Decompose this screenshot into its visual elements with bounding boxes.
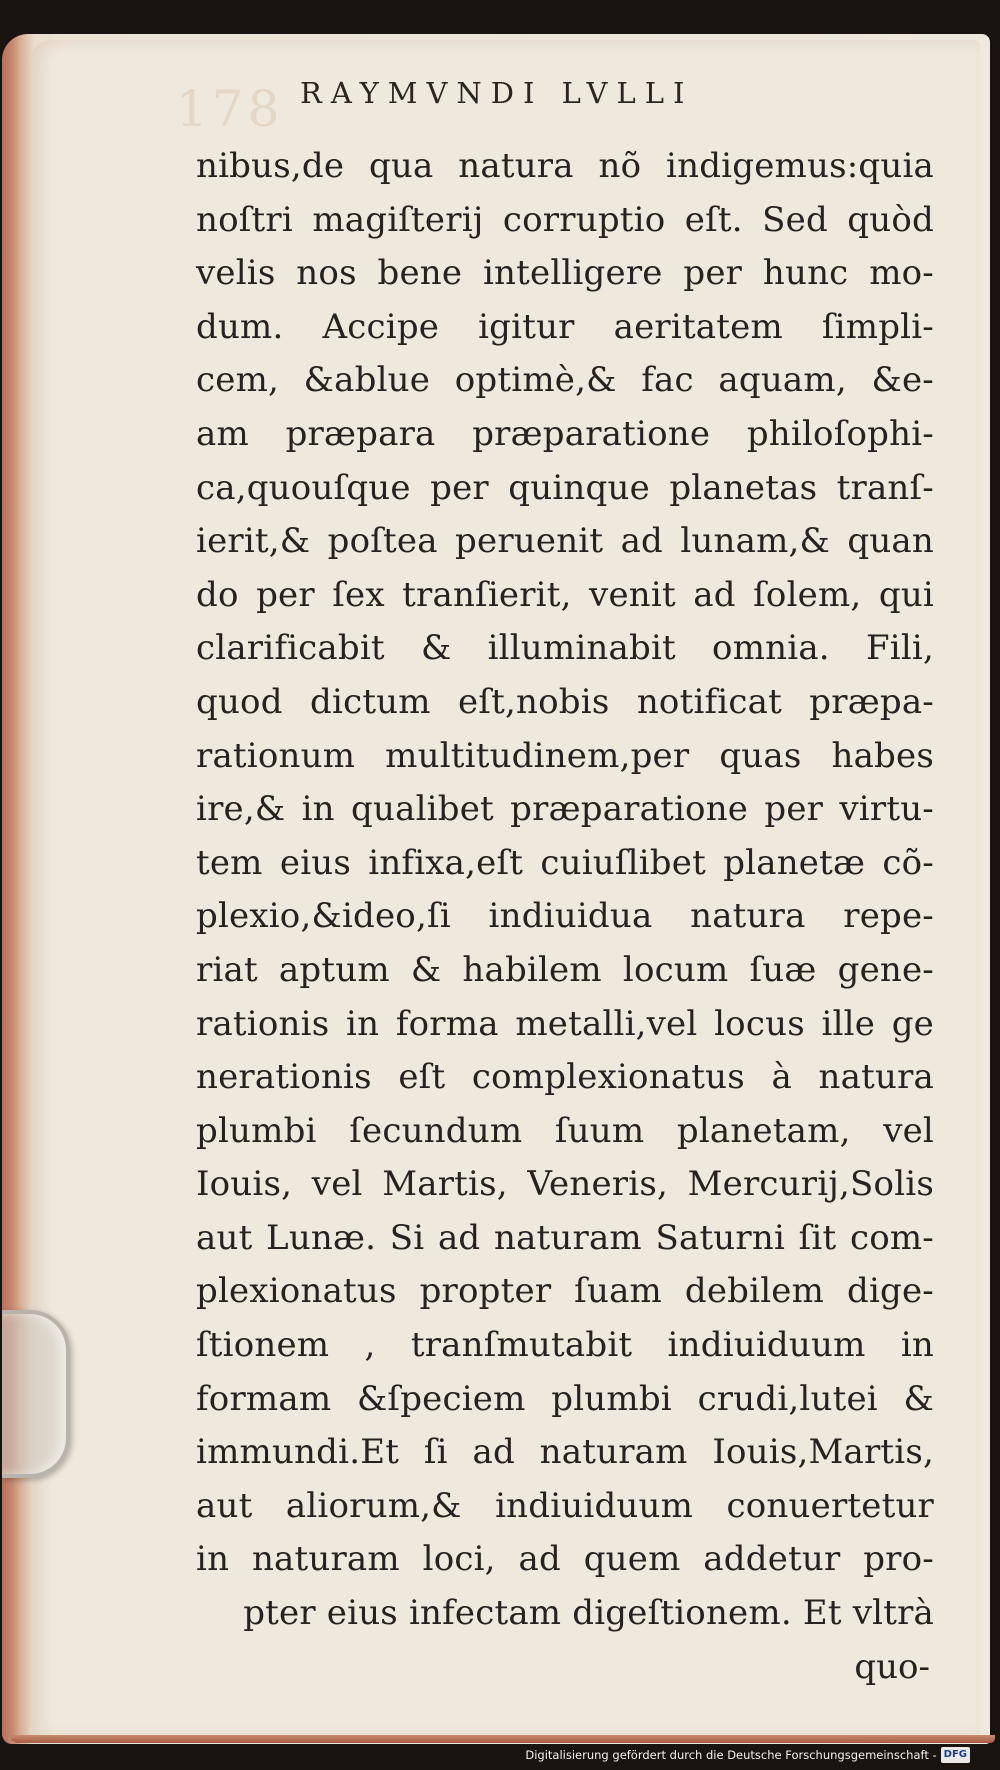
text-line: ca,quouſque per quinque planetas tranſ- [196,467,934,508]
text-line: quod dictum eſt,nobis notificat præpa- [196,681,934,722]
text-line: nibus,de qua natura nõ indigemus:quia [196,146,934,186]
text-line: am præpara præparatione philoſophi- [196,413,934,454]
text-line: tem eius infixa,eſt cuiuſlibet planetæ cõ- [196,842,934,883]
text-line: ſtionem , tranſmutabit indiuiduum in [196,1325,934,1366]
show-through-page-number: 178 [176,80,284,138]
text-line: aut Lunæ. Si ad naturam Saturni ſit com- [196,1217,934,1258]
text-line: do per ſex tranſierit, venit ad ſolem, qui [196,574,934,615]
dfg-logo: DFG [941,1747,970,1763]
text-line: noſtri magiſterij corruptio eſt. Sed quòd [196,199,934,240]
text-line: riat aptum & habilem locum ſuæ gene- [196,949,934,990]
text-line: cem, &ablue optimè,& fac aquam, &e- [196,360,934,401]
text-line: in naturam loci, ad quem addetur pro- [196,1539,934,1580]
text-line: plexio,&ideo,ſi indiuidua natura repe- [196,896,934,937]
text-line: nerationis eſt complexionatus à natura [196,1057,934,1098]
catchword: quo- [854,1646,930,1687]
page-bottom-edge [10,1735,995,1743]
text-line: dum. Accipe igitur aeritatem ſimpli- [196,306,934,347]
text-line: rationis in forma metalli,vel locus ille ge [196,1003,934,1044]
text-line: clarificabit & illuminabit omnia. Fili, [196,628,934,669]
digitization-credit [525,1744,970,1766]
text-line: pter eius infectam digeſtionem. Et vltrà [243,1593,934,1634]
text-line: plumbi ſecundum ſuum planetam, vel [196,1110,934,1151]
text-line: immundi.Et ſi ad naturam Iouis,Martis, [196,1432,934,1473]
running-head: RAYMVNDI LVLLI [300,76,694,110]
book-clamp [2,1310,70,1478]
body-text [196,140,934,1694]
credit-text: Digitalisierung gefördert durch die Deutsche Forschungsgemeinschaft - [525,1748,937,1762]
text-line: rationum multitudinem,per quas habes [196,735,934,776]
text-line: plexionatus propter ſuam debilem dige- [196,1271,934,1312]
text-line: ire,& in qualibet præparatione per virtu- [196,789,934,830]
text-line: aut aliorum,& indiuiduum conuertetur [196,1485,934,1526]
text-line: ierit,& poſtea peruenit ad lunam,& quan [196,521,934,562]
text-line: Iouis, vel Martis, Veneris, Mercurij,Solis [196,1164,934,1205]
text-line: velis nos bene intelligere per hunc mo- [196,253,934,294]
text-line: formam &ſpeciem plumbi crudi,lutei & [196,1378,934,1419]
